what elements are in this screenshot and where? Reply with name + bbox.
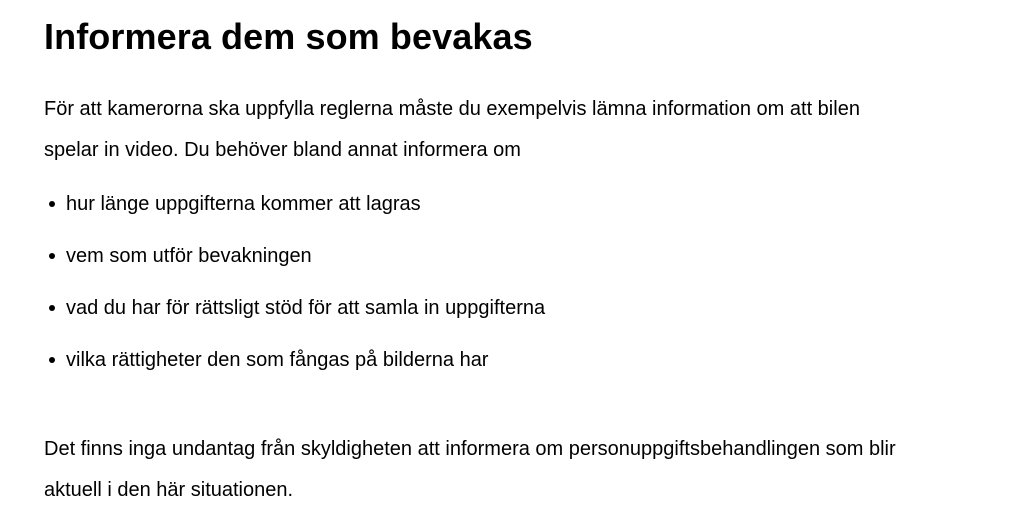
outro-paragraph: Det finns inga undantag från skyldigheten att informera om personuppgiftsbehandlingen som blir aktuell i den här situationen. xyxy=(44,438,896,501)
bullet-icon xyxy=(49,357,55,363)
list-item-text: hur länge uppgifterna kommer att lagras xyxy=(66,193,421,215)
list-item xyxy=(44,287,545,329)
list-item-text: vem som utför bevakningen xyxy=(66,245,312,267)
list-item xyxy=(44,183,545,225)
list-item xyxy=(44,339,545,381)
bullet-icon xyxy=(49,201,55,207)
requirements-list xyxy=(44,183,545,391)
list-item-text: vilka rättigheter den som fångas på bilderna har xyxy=(66,349,489,371)
bullet-icon xyxy=(49,253,55,259)
bullet-icon xyxy=(49,305,55,311)
intro-paragraph: För att kamerorna ska uppfylla reglerna måste du exempelvis lämna information om att bilen spelar in video. Du behöver bland annat informera om xyxy=(44,98,860,161)
page-heading: Informera dem som bevakas xyxy=(44,16,533,57)
list-item xyxy=(44,235,545,277)
list-item-text: vad du har för rättsligt stöd för att samla in uppgifterna xyxy=(66,297,546,319)
